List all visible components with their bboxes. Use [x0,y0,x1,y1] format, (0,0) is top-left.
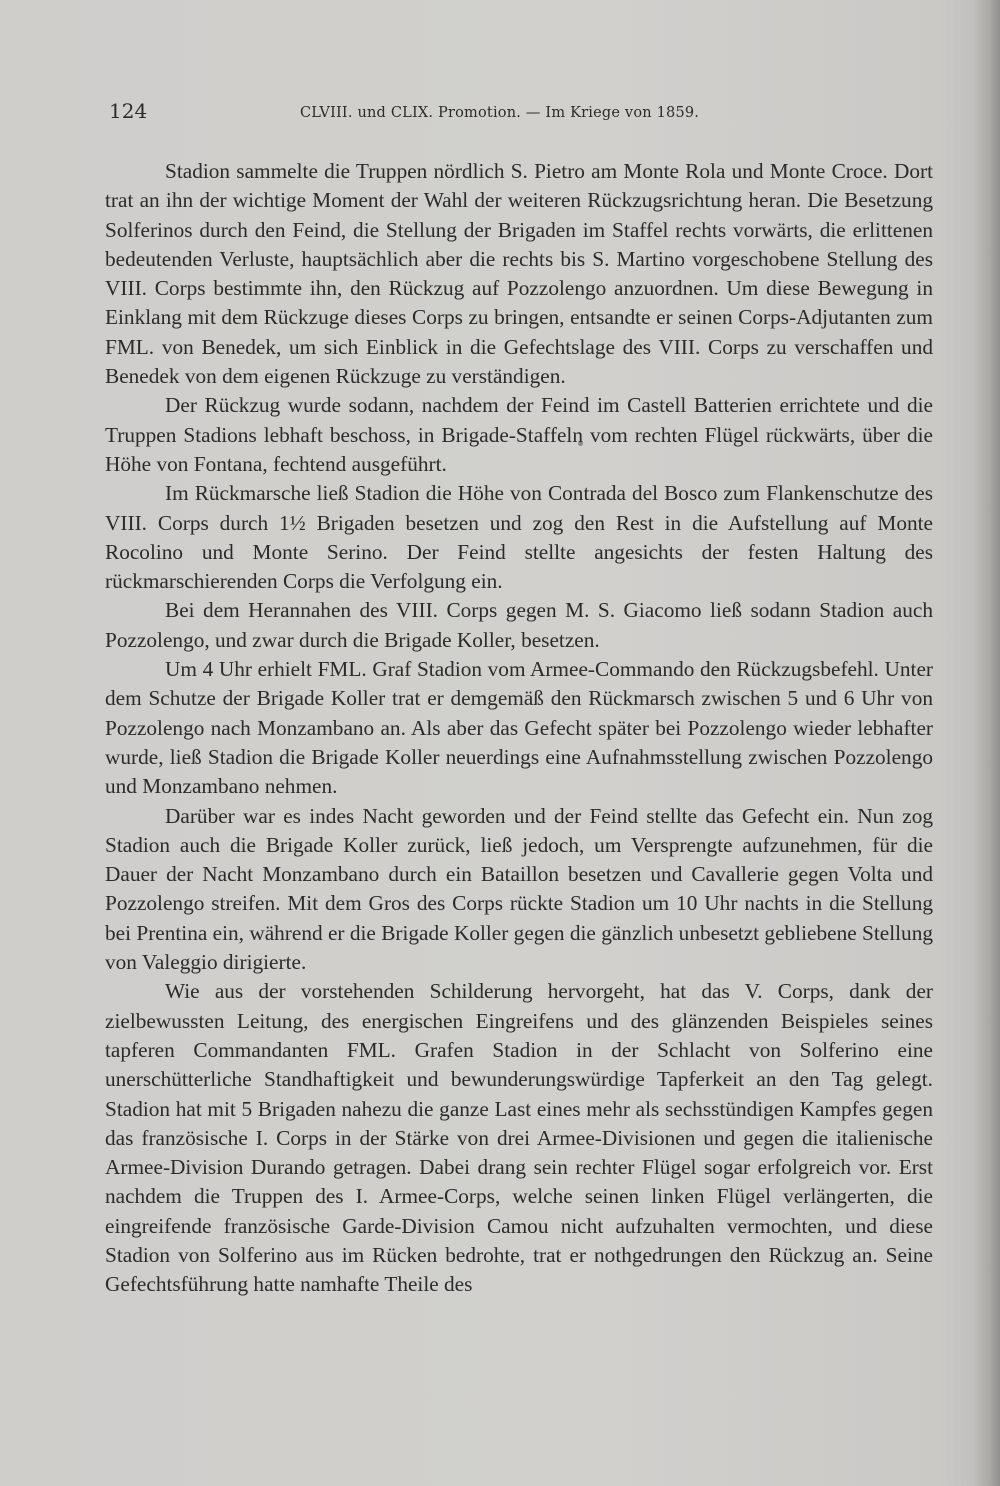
paragraph: Darüber war es indes Nacht geworden und der Feind stellte das Gefecht ein. Nun zog Stadion auch die Brigade Koller zurück, ließ jedoch, um Versprengte aufzunehmen, für die Dauer der Nacht Monzambano durch ein Bataillon besetzen und Cavallerie gegen Volta und Pozzolengo streifen. Mit dem Gros des Corps rückte Stadion um 10 Uhr nachts in die Stellung bei Prentina ein, während er die Brigade Koller gegen die gänzlich unbesetzt gebliebene Stellung von Valeggio dirigierte. [105,803,933,975]
paragraph: Bei dem Herannahen des VIII. Corps gegen M. S. Giacomo ließ sodann Stadion auch Pozzolengo, und zwar durch die Brigade Koller, besetzen. [105,598,933,652]
spine-shadow [974,0,1000,1486]
paragraph: Um 4 Uhr erhielt FML. Graf Stadion vom Armee-Commando den Rückzugsbefehl. Unter dem Schutze der Brigade Koller trat er demgemäß den Rückmarsch zwischen 5 und 6 Uhr von Pozzolengo nach Monzambano an. Als aber das Gefecht später bei Pozzolengo wieder lebhafter wurde, ließ Stadion die Brigade Koller neuerdings eine Aufnahmsstellung zwischen Pozzolengo und Monzambano nehmen. [105,657,933,799]
page-number: 124 [109,99,148,123]
paragraph: Im Rückmarsche ließ Stadion die Höhe von Contrada del Bosco zum Flankenschutze des VIII. Corps durch 1½ Brigaden besetzen und zog den Rest in die Aufstellung auf Monte Rocolino und Monte Serino. Der Feind stellte angesichts der festen Haltung des rückmarschierenden Corps die Verfolgung ein. [105,481,933,594]
paragraph: Stadion sammelte die Truppen nördlich S. Pietro am Monte Rola und Monte Croce. Dort trat an ihn der wichtige Moment der Wahl der weiteren Rückzugsrichtung heran. Die Besetzung Solferinos durch den Feind, die Stellung der Brigaden im Staffel rechts vorwärts, die erlittenen bedeutenden Verluste, hauptsächlich aber die rechts bis S. Martino vorgeschobene Stellung des VIII. Corps bestimmte ihn, den Rückzug auf Pozzolengo anzuordnen. Um diese Bewegung in Einklang mit dem Rückzuge dieses Corps zu bringen, entsandte er seinen Corps-Adjutanten zum FML. von Benedek, um sich Einblick in die Gefechtslage des VIII. Corps zu verschaffen und Benedek von dem eigenen Rückzuge zu verständigen. [105,159,933,389]
paragraph: Der Rückzug wurde sodann, nachdem der Feind im Castell Batterien errichtete und die Truppen Stadions lebhaft beschoss, in Brigade-Staffeln vom rechten Flügel rückwärts, über die Höhe von Fontana, fechtend ausgeführt. [105,393,933,476]
body-text [105,157,933,1300]
running-head: CLVIII. und CLIX. Promotion. — Im Kriege von 1859. [300,105,700,121]
paragraph: Wie aus der vorstehenden Schilderung hervorgeht, hat das V. Corps, dank der zielbewussten Leitung, des energischen Eingreifens und des glänzenden Beispieles seines tapferen Commandanten FML. Grafen Stadion in der Schlacht von Solferino eine unerschütterliche Standhaftigkeit und bewunderungswürdige Tapferkeit an den Tag gelegt. Stadion hat mit 5 Brigaden nahezu die ganze Last eines mehr als sechsstündigen Kampfes gegen das französische I. Corps in der Stärke von drei Armee-Divisionen und gegen die italienische Armee-Division Durando getragen. Dabei drang sein rechter Flügel sogar erfolgreich vor. Erst nachdem die Truppen des I. Armee-Corps, welche seinen linken Flügel verlängerten, die eingreifende französische Garde-Division Camou nicht aufzuhalten vermochten, und diese Stadion von Solferino aus im Rücken bedrohte, trat er nothgedrungen den Rückzug an. Seine Gefechtsführung hatte namhafte Theile des [105,979,933,1297]
page-header [105,96,935,126]
